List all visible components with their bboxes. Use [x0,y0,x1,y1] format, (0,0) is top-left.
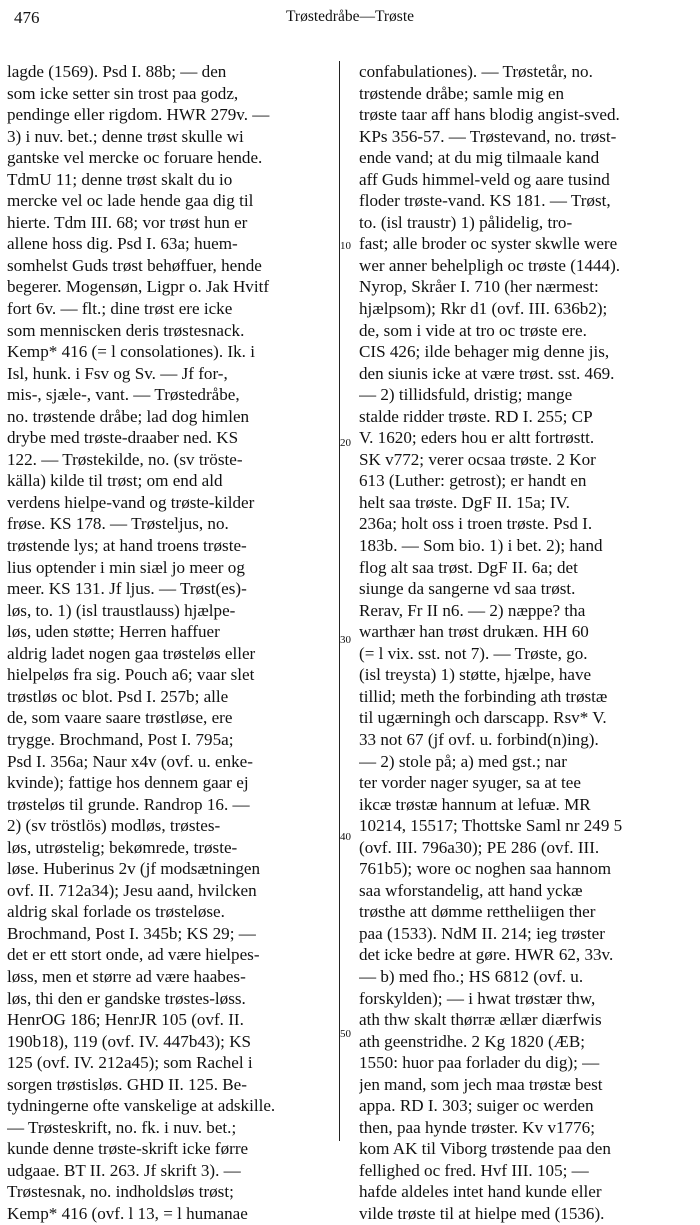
text-line: no. trøstende dråbe; lad dog himlen [7,406,250,426]
text-line: trøstløs oc blot. Psd I. 257b; alle [7,686,229,706]
text-line: til ugærningh och darscapp. Rsv* V. [359,708,607,728]
text-line: drybe med trøste-draaber ned. KS [7,428,239,448]
right-column [359,61,695,1225]
text-line: løs, utrøstelig; bekømrede, trøste- [7,837,238,857]
text-line: tillid; meth the forbinding ath trøstæ [359,686,608,706]
text-line: warthær han trøst drukæn. HH 60 [359,622,589,642]
text-line: lius optender i min siæl jo meer og [7,557,245,577]
text-line: 236a; holt oss i troen trøste. Psd I. [359,514,593,534]
text-line: 613 (Luther: getrost); er handt en [359,471,587,491]
text-line: hafde aldeles intet hand kunde eller [359,1182,602,1202]
text-line: V. 1620; eders hou er altt fortrøstt. [359,428,595,448]
text-line: udgaae. BT II. 263. Jf skrift 3). — [7,1160,241,1180]
text-line: flog alt saa trøst. DgF II. 6a; det [359,557,578,577]
text-line: mis-, sjæle-, vant. — Trøstedråbe, [7,385,240,405]
text-line: kvinde); fattige hos dennem gaar ej [7,773,249,793]
text-line: verdens hielpe-vand og trøste-kilder [7,492,255,512]
text-line: tydningerne ofte vanskelige at adskille. [7,1096,276,1116]
text-line: stalde ridder trøste. RD I. 255; CP [359,406,593,426]
text-line: som menniscken deris trøstesnack. [7,320,245,340]
text-line: pendinge eller rigdom. HWR 279v. — [7,105,270,125]
line-number: 40 [340,831,351,843]
text-line: de, som vaare saare trøstløse, ere [7,708,233,728]
text-line: Isl, hunk. i Fsv og Sv. — Jf for-, [7,363,228,383]
text-line: 125 (ovf. IV. 212a45); som Rachel i [7,1053,253,1073]
text-line: to. (isl traustr) 1) pålidelig, tro- [359,212,573,232]
text-line: 122. — Trøstekilde, no. (sv tröste- [7,449,243,469]
page-number: 476 [14,8,40,27]
text-line: Kemp* 416 (ovf. l 13, = l humanae [7,1203,248,1223]
text-line: — 2) tillidsfuld, dristig; mange [359,385,573,405]
text-line: løs, uden støtte; Herren haffuer [7,622,220,642]
text-line: ath geenstridhe. 2 Kg 1820 (ÆB; [359,1031,585,1051]
text-line: HenrOG 186; HenrJR 105 (ovf. II. [7,1010,244,1030]
text-line: ter vorder nager syuger, sa at tee [359,773,581,793]
text-line: 190b18), 119 (ovf. IV. 447b43); KS [7,1031,252,1051]
text-line: fort 6v. — flt.; dine trøst ere icke [7,299,233,319]
text-line: hielpeløs fra sig. Pouch a6; vaar slet [7,665,255,685]
text-line: som icke setter sin trost paa godz, [7,83,239,103]
text-line: lagde (1569). Psd I. 88b; — den [7,62,227,81]
text-line: TdmU 11; denne trøst skalt du io [7,169,233,189]
text-line: Kemp* 416 (= l consolationes). Ik. i [7,342,255,362]
text-line: forskylden); — i hwat trøstær thw, [359,988,596,1008]
text-line: løs, to. 1) (isl traustlauss) hjælpe- [7,600,236,620]
text-line: — b) med fho.; HS 6812 (ovf. u. [359,966,584,986]
text-line: trygge. Brochmand, Post I. 795a; [7,729,234,749]
text-line: fellighed oc fred. Hvf III. 105; — [359,1160,589,1180]
text-line: sorgen trøstisløs. GHD II. 125. Be- [7,1074,247,1094]
text-line: saa wforstandelig, att hand yckæ [359,880,583,900]
line-number: 20 [340,437,351,449]
text-line: ath thw skalt thørræ ællær diærfwis [359,1010,602,1030]
text-line: løss, men et større ad være haabes- [7,966,246,986]
text-line: aff Guds himmel-veld og aare tusind [359,169,610,189]
text-line: trøstende lys; at hand troens trøste- [7,536,247,556]
text-line: källa) kilde til trøst; om end ald [7,471,223,491]
text-line: SK v772; verer ocsaa trøste. 2 Kor [359,449,596,469]
text-line: paa (1533). NdM II. 214; ieg trøster [359,923,605,943]
text-line: Nyrop, Skråer I. 710 (her nærmest: [359,277,599,297]
text-line: kom AK til Viborg trøstende paa den [359,1139,611,1159]
text-line: Rerav, Fr II n6. — 2) næppe? tha [359,600,586,620]
text-line: løs, thi den er gandske trøstes-løss. [7,988,246,1008]
text-line: (isl treysta) 1) støtte, hjælpe, have [359,665,592,685]
text-line: kunde denne trøste-skrift icke førre [7,1139,249,1159]
text-line: then, paa hynde trøster. Kv v1776; [359,1117,595,1137]
text-line: mercke vel oc lade hende gaa dig til [7,191,254,211]
line-number: 50 [340,1028,351,1040]
text-line: — Trøsteskrift, no. fk. i nuv. bet.; [7,1117,237,1137]
left-column [7,61,340,1225]
page-header [14,8,686,32]
text-line: meer. KS 131. Jf ljus. — Trøst(es)- [7,579,247,599]
text-line: aldrig skal forlade os trøsteløse. [7,902,225,922]
text-line: trøstende dråbe; samle mig en [359,83,565,103]
text-line: 10214, 15517; Thottske Saml nr 249 5 [359,816,623,836]
text-line: KPs 356-57. — Trøstevand, no. trøst- [359,126,617,146]
text-line: appa. RD I. 303; suiger oc werden [359,1096,594,1116]
running-head: Trøstedråbe—Trøste [285,8,415,25]
text-line: begerer. Mogensøn, Ligpr o. Jak Hvitf [7,277,270,297]
text-line: de, som i vide at tro oc trøste ere. [359,320,587,340]
line-number: 10 [340,240,351,252]
text-line: wer anner behelpligh oc trøste (1444). [359,255,621,275]
text-line: (= l vix. sst. not 7). — Trøste, go. [359,643,588,663]
text-line: helt saa trøste. DgF II. 15a; IV. [359,492,570,512]
text-line: gantske vel mercke oc foruare hende. [7,148,263,168]
text-line: 761b5); wore oc noghen saa hannom [359,859,612,879]
text-line: 183b. — Som bio. 1) i bet. 2); hand [359,536,603,556]
text-line: (ovf. III. 796a30); PE 286 (ovf. III. [359,837,600,857]
text-line: aldrig ladet nogen gaa trøsteløs eller [7,643,256,663]
text-line: det er ett stort onde, ad være hielpes- [7,945,260,965]
text-line: allene hoss dig. Psd I. 63a; huem- [7,234,238,254]
text-line: Brochmand, Post I. 345b; KS 29; — [7,923,256,943]
text-line: det icke bedre at gøre. HWR 62, 33v. [359,945,614,965]
text-line: floder trøste-vand. KS 181. — Trøst, [359,191,611,211]
text-line: trøsthe att dømme rettheliigen ther [359,902,596,922]
text-line: Trøstesnak, no. indholdsløs trøst; [7,1182,234,1202]
text-line: frøse. KS 178. — Trøsteljus, no. [7,514,229,534]
text-line: confabulationes). — Trøstetår, no. [359,62,593,81]
text-line: ovf. II. 712a34); Jesu aand, hvilcken [7,880,257,900]
text-line: somhelst Guds trøst behøffuer, hende [7,255,262,275]
text-line: — 2) stole på; a) med gst.; nar [359,751,567,771]
text-line: trøsteløs til grunde. Randrop 16. — [7,794,250,814]
text-line: den siunis icke at være trøst. sst. 469. [359,363,615,383]
text-line: CIS 426; ilde behager mig denne jis, [359,342,610,362]
text-line: vilde trøste til at hielpe med (1536). [359,1203,605,1223]
text-line: trøste taar aff hans blodig angist-sved. [359,105,620,125]
text-line: 1550: huor paa forlader du dig); — [359,1053,600,1073]
text-line: løse. Huberinus 2v (jf modsætningen [7,859,261,879]
line-number: 30 [340,634,351,646]
text-line: ende vand; at du mig tilmaale kand [359,148,600,168]
text-line: Psd I. 356a; Naur x4v (ovf. u. enke- [7,751,253,771]
text-line: hierte. Tdm III. 68; vor trøst hun er [7,212,248,232]
text-line: 33 not 67 (jf ovf. u. forbind(n)ing). [359,729,599,749]
text-line: 2) (sv tröstlös) modløs, trøstes- [7,816,221,836]
text-line: hjælpsom); Rkr d1 (ovf. III. 636b2); [359,299,608,319]
text-line: ikcæ trøstæ hannum at lefuæ. MR [359,794,591,814]
text-line: 3) i nuv. bet.; denne trøst skulle wi [7,126,244,146]
text-line: jen mand, som jech maa trøstæ best [359,1074,603,1094]
text-line: siunge da sangerne vd saa trøst. [359,579,576,599]
text-line: fast; alle broder oc syster skwlle were [359,234,618,254]
